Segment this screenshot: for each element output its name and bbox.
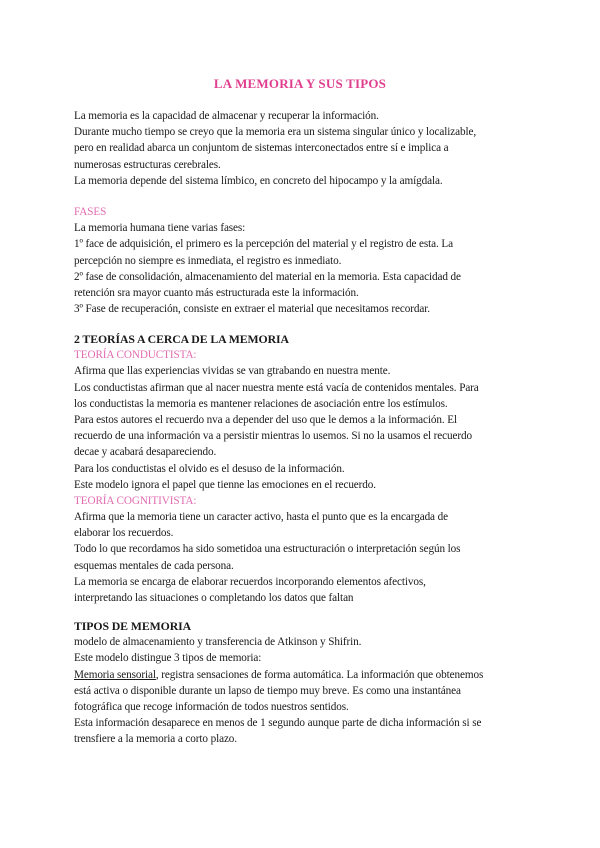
text-line: elaborar los recuerdos. [74, 527, 174, 540]
text-line: Todo lo que recordamos ha sido sometidoa una estructuración o interpretación según los [74, 543, 461, 556]
text-line: Esta información desaparece en menos de 1 segundo aunque parte de dicha información si se [74, 717, 482, 730]
memoria-sensorial-term: Memoria sensorial [74, 668, 156, 681]
text-line: retención sra mayor cuanto más estructurada este la información. [74, 286, 359, 299]
text-line: Este modelo ignora el papel que tienne las emociones en el recuerdo. [74, 478, 376, 491]
text-line: Afirma que la memoria tiene un caracter activo, hasta el punto que es la encargada de [74, 511, 448, 524]
text-line: Los conductistas afirman que al nacer nuestra mente está vacía de contenidos mentales. Para [74, 381, 479, 394]
text-line: interpretando las situaciones o completando los datos que faltan [74, 592, 354, 604]
document-title: LA MEMORIA Y SUS TIPOS [213, 76, 387, 91]
text-line: está activa o disponible durante un lapso de tiempo muy breve. Es como una instantánea [74, 684, 461, 697]
section-subheading: TEORÍA COGNITIVISTA: [74, 494, 197, 507]
text-line: percepción no siempre es inmediata, el registro es inmediato. [74, 254, 342, 267]
text-line: fotográfica que recoge información de todos nuestros sentidos. [74, 700, 349, 713]
text-line [74, 667, 534, 683]
section-subheading: TEORÍA CONDUCTISTA: [74, 349, 197, 362]
text-line: La memoria depende del sistema límbico, en concreto del hipocampo y la amígdala. [74, 174, 443, 187]
text-line: esquemas mentales de cada persona. [74, 559, 234, 572]
text-line: 2º fase de consolidación, almacenamiento del material en la memoria. Esta capacidad de [74, 270, 461, 283]
text-line: Este modelo distingue 3 tipos de memoria: [74, 652, 262, 665]
text-line: numerosas estructuras cerebrales. [74, 158, 221, 171]
text-line: 1º face de adquisición, el primero es la percepción del material y el registro de esta. La [74, 238, 454, 251]
text-line: Durante mucho tiempo se creyo que la memoria era un sistema singular único y localizable, [74, 126, 477, 139]
text-line: La memoria se encarga de elaborar recuerdos incorporando elementos afectivos, [74, 575, 426, 588]
text-line: los conductistas la memoria es mantener relaciones de asociación entre los estímulos. [74, 397, 448, 410]
intro-paragraph [74, 108, 534, 189]
text-line: decae y acabará desapareciendo. [74, 446, 217, 459]
text-line: La memoria es la capacidad de almacenar y recuperar la información. [74, 110, 379, 122]
fases-section [74, 204, 534, 317]
text-line: modelo de almacenamiento y transferencia de Atkinson y Shifrin. [74, 636, 362, 649]
section-heading: TIPOS DE MEMORIA [74, 619, 192, 633]
text-line: Afirma que llas experiencias vividas se van gtrabando en nuestra mente. [74, 365, 391, 378]
section-heading: 2 TEORÍAS A CERCA DE LA MEMORIA [74, 332, 289, 346]
text-fragment: , registra sensaciones de forma automática. La información que obtenemos [155, 668, 484, 681]
text-line: recuerdo de una información va a persistir mientras lo usemos. Si no la usamos el recuerdo [74, 430, 472, 443]
text-line: trensfiere a la memoria a corto plazo. [74, 733, 237, 746]
tipos-section [74, 618, 534, 748]
text-line: pero en realidad abarca un conjuntom de sistemas interconectados entre sí e implica a [74, 142, 449, 155]
text-line: La memoria humana tiene varias fases: [74, 222, 246, 235]
section-subheading: FASES [74, 206, 107, 218]
text-line: Para los conductistas el olvido es el desuso de la información. [74, 462, 345, 475]
text-line: 3º Fase de recuperación, consiste en extraer el material que necesitamos recordar. [74, 303, 430, 316]
text-line: Para estos autores el recuerdo nva a depender del uso que le demos a la información. El [74, 413, 458, 426]
teorias-section [74, 331, 534, 606]
